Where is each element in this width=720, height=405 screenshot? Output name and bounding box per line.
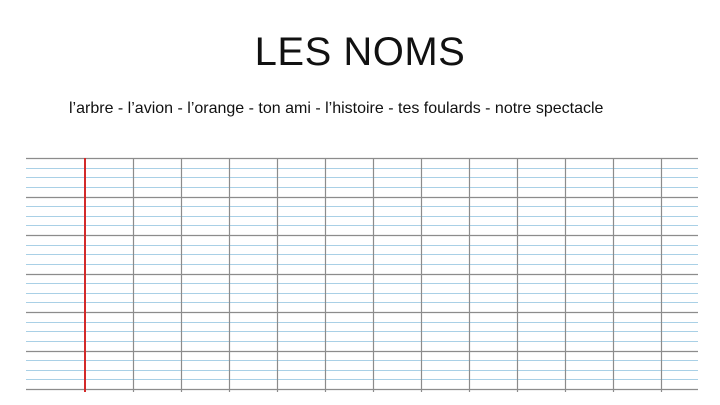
major-lines (26, 159, 698, 390)
page-title: LES NOMS (254, 30, 466, 74)
word-list: l’arbre - l’avion - l’orange - ton ami - l’histoire - tes foulards - notre spectacle (69, 100, 604, 117)
